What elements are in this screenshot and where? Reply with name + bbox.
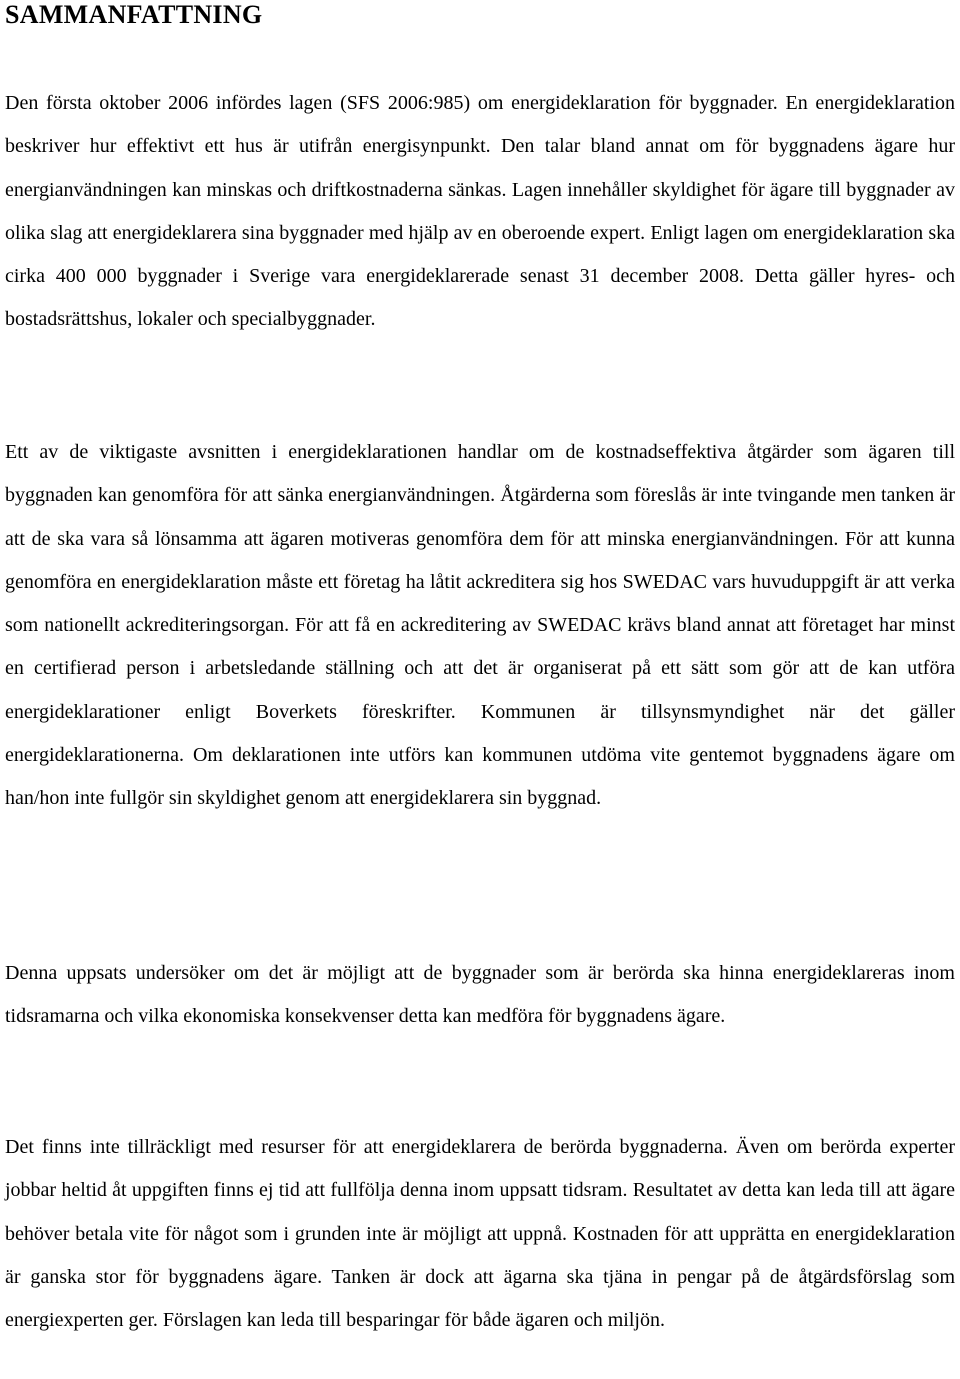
paragraph-purpose: Denna uppsats undersöker om det är möjligt att de byggnader som är berörda ska hinna energideklareras inom tidsramarna och vilka ekonomiska konsekvenser detta kan medföra för byggnadens ägare. (5, 962, 955, 1028)
document-page (5, 0, 955, 1332)
paragraph-conclusion: Det finns inte tillräckligt med resurser för att energideklarera de berörda byggnaderna. Även om berörda experter jobbar heltid åt uppgiften finns ej tid att fullfölja denna inom uppsatt tidsram. Resultatet av detta kan leda till att ägare behöver betala vite för något som i grunden inte är möjligt att uppnå. Kostnaden för att upprätta en energideklaration är ganska stor för byggnadens ägare. Tanken är dock att ägarna ska tjäna in pengar på de åtgärdsförslag som energiexperten ger. Förslagen kan leda till besparingar för både ägaren och miljön. (5, 1136, 955, 1332)
paragraph-measures: Ett av de viktigaste avsnitten i energideklarationen handlar om de kostnadseffektiva åtgärder som ägaren till byggnaden kan genomföra för att sänka energianvändningen. Åtgärderna som föreslås är inte tvingande men tanken är att de ska vara så lönsamma att ägaren motiveras genomföra dem för att minska energianvändningen. För att kunna genomföra en energideklaration måste ett företag ha låtit ackreditera sig hos SWEDAC vars huvuduppgift är att verka som nationellt ackrediteringsorgan. För att få en ackreditering av SWEDAC krävs bland annat att företaget har minst en certifierad person i arbetsledande ställning och att det är organiserat på ett sätt som gör att de kan utföra energideklarationer enligt Boverkets föreskrifter. Kommunen är tillsynsmyndighet när det gäller energideklarationerna. Om deklarationen inte utförs kan kommunen utdöma vite gentemot byggnadens ägare om han/hon inte fullgör sin skyldighet genom att energideklarera sin byggnad. (5, 441, 955, 810)
page-title: SAMMANFATTNING (5, 0, 263, 29)
paragraph-intro: Den första oktober 2006 infördes lagen (SFS 2006:985) om energideklaration för byggnader. En energideklaration beskriver hur effektivt ett hus är utifrån energisynpunkt. Den talar bland annat om för byggnadens ägare hur energianvändningen kan minskas och driftkostnaderna sänkas. Lagen innehåller skyldighet för ägare till byggnader av olika slag att energideklarera sina byggnader med hjälp av en oberoende expert. Enligt lagen om energideklaration ska cirka 400 000 byggnader i Sverige vara energideklarerade senast 31 december 2008. Detta gäller hyres- och bostadsrättshus, lokaler och specialbyggnader. (5, 92, 955, 331)
